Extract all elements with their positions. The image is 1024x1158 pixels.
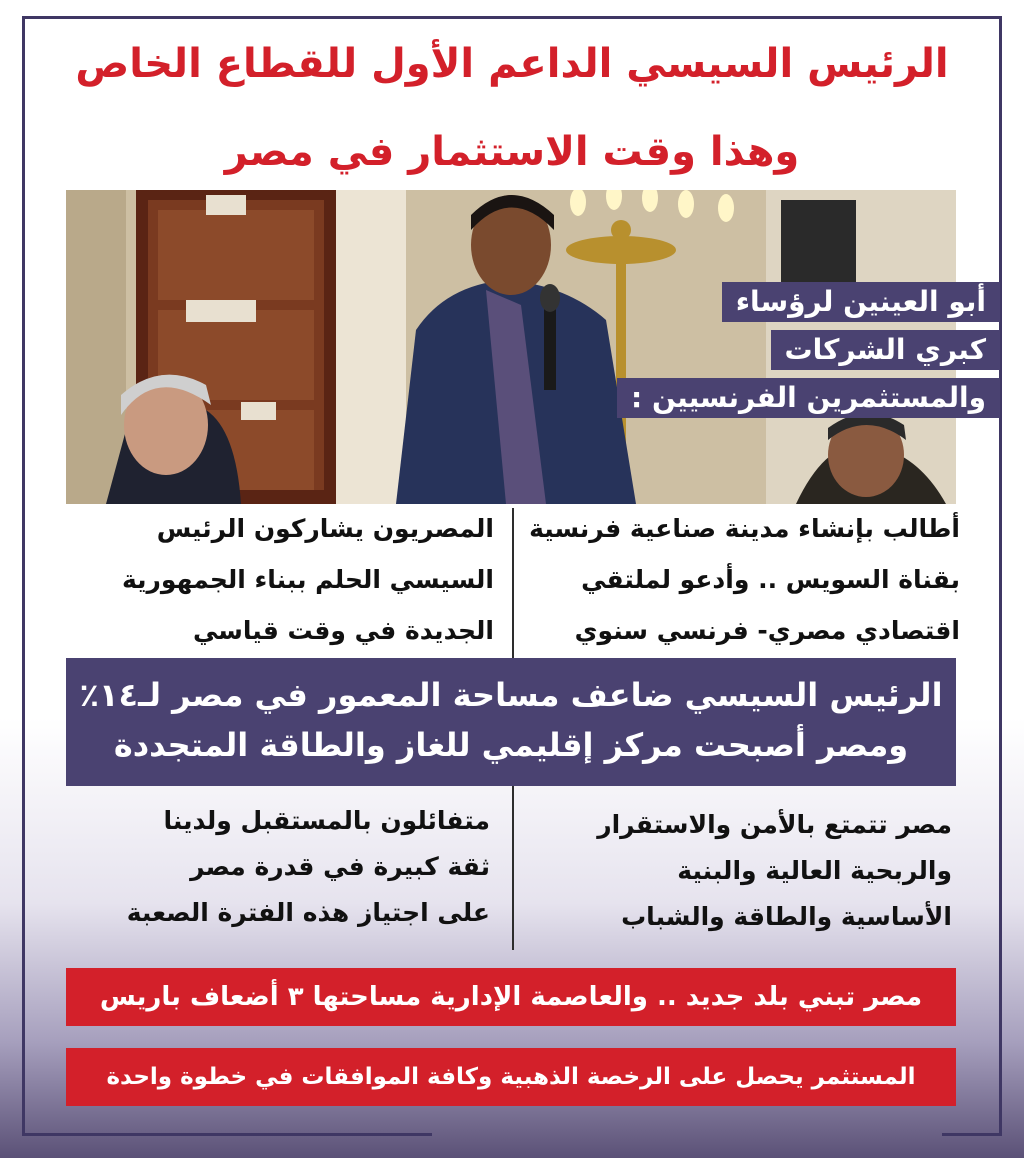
quote-line: بقناة السويس .. وأدعو لملتقي (581, 565, 960, 594)
frame-bottom-right (942, 1133, 1002, 1136)
quote-line: على اجتياز هذه الفترة الصعبة (126, 898, 490, 927)
highlight-line-1: الرئيس السيسي ضاعف مساحة المعمور في مصر لـ١٤٪ (79, 676, 943, 714)
quote-optimism (70, 798, 490, 936)
red-banner-golden-license: المستثمر يحصل على الرخصة الذهبية وكافة الموافقات في خطوة واحدة (66, 1048, 956, 1106)
quote-line: الأساسية والطاقة والشباب (621, 902, 952, 931)
quote-line: مصر تتمتع بالأمن والاستقرار (597, 810, 952, 839)
quote-line: الجديدة في وقت قياسي (193, 616, 494, 645)
quote-line: اقتصادي مصري- فرنسي سنوي (574, 616, 960, 645)
quote-line: والربحية العالية والبنية (677, 856, 952, 885)
quote-line: السيسي الحلم ببناء الجمهورية (121, 565, 494, 594)
quote-line: أطالب بإنشاء مدينة صناعية فرنسية (529, 514, 960, 543)
headline-line-2: وهذا وقت الاستثمار في مصر (224, 129, 800, 175)
highlight-line-2: ومصر أصبحت مركز إقليمي للغاز والطاقة المتجددة (113, 726, 909, 764)
column-divider-top (512, 508, 514, 658)
quote-line: ثقة كبيرة في قدرة مصر (190, 852, 490, 881)
headline-line-1: الرئيس السيسي الداعم الأول للقطاع الخاص (75, 41, 949, 87)
quote-security-stability (532, 802, 952, 940)
photo-caption-line-3: والمستثمرين الفرنسيين : (617, 378, 1000, 418)
photo-caption-line-2: كبري الشركات (771, 330, 1001, 370)
photo-caption-line-1: أبو العينين لرؤساء (722, 282, 1000, 322)
quote-line: المصريون يشاركون الرئيس (156, 514, 494, 543)
quote-industrial-city (520, 503, 960, 656)
column-divider-bottom (512, 786, 514, 950)
quote-new-republic (74, 503, 494, 656)
quote-line: متفائلون بالمستقبل ولدينا (163, 806, 490, 835)
red-banner-new-capital: مصر تبني بلد جديد .. والعاصمة الإدارية مساحتها ٣ أضعاف باريس (66, 968, 956, 1026)
frame-bottom-left (22, 1133, 432, 1136)
highlight-band (66, 658, 956, 786)
